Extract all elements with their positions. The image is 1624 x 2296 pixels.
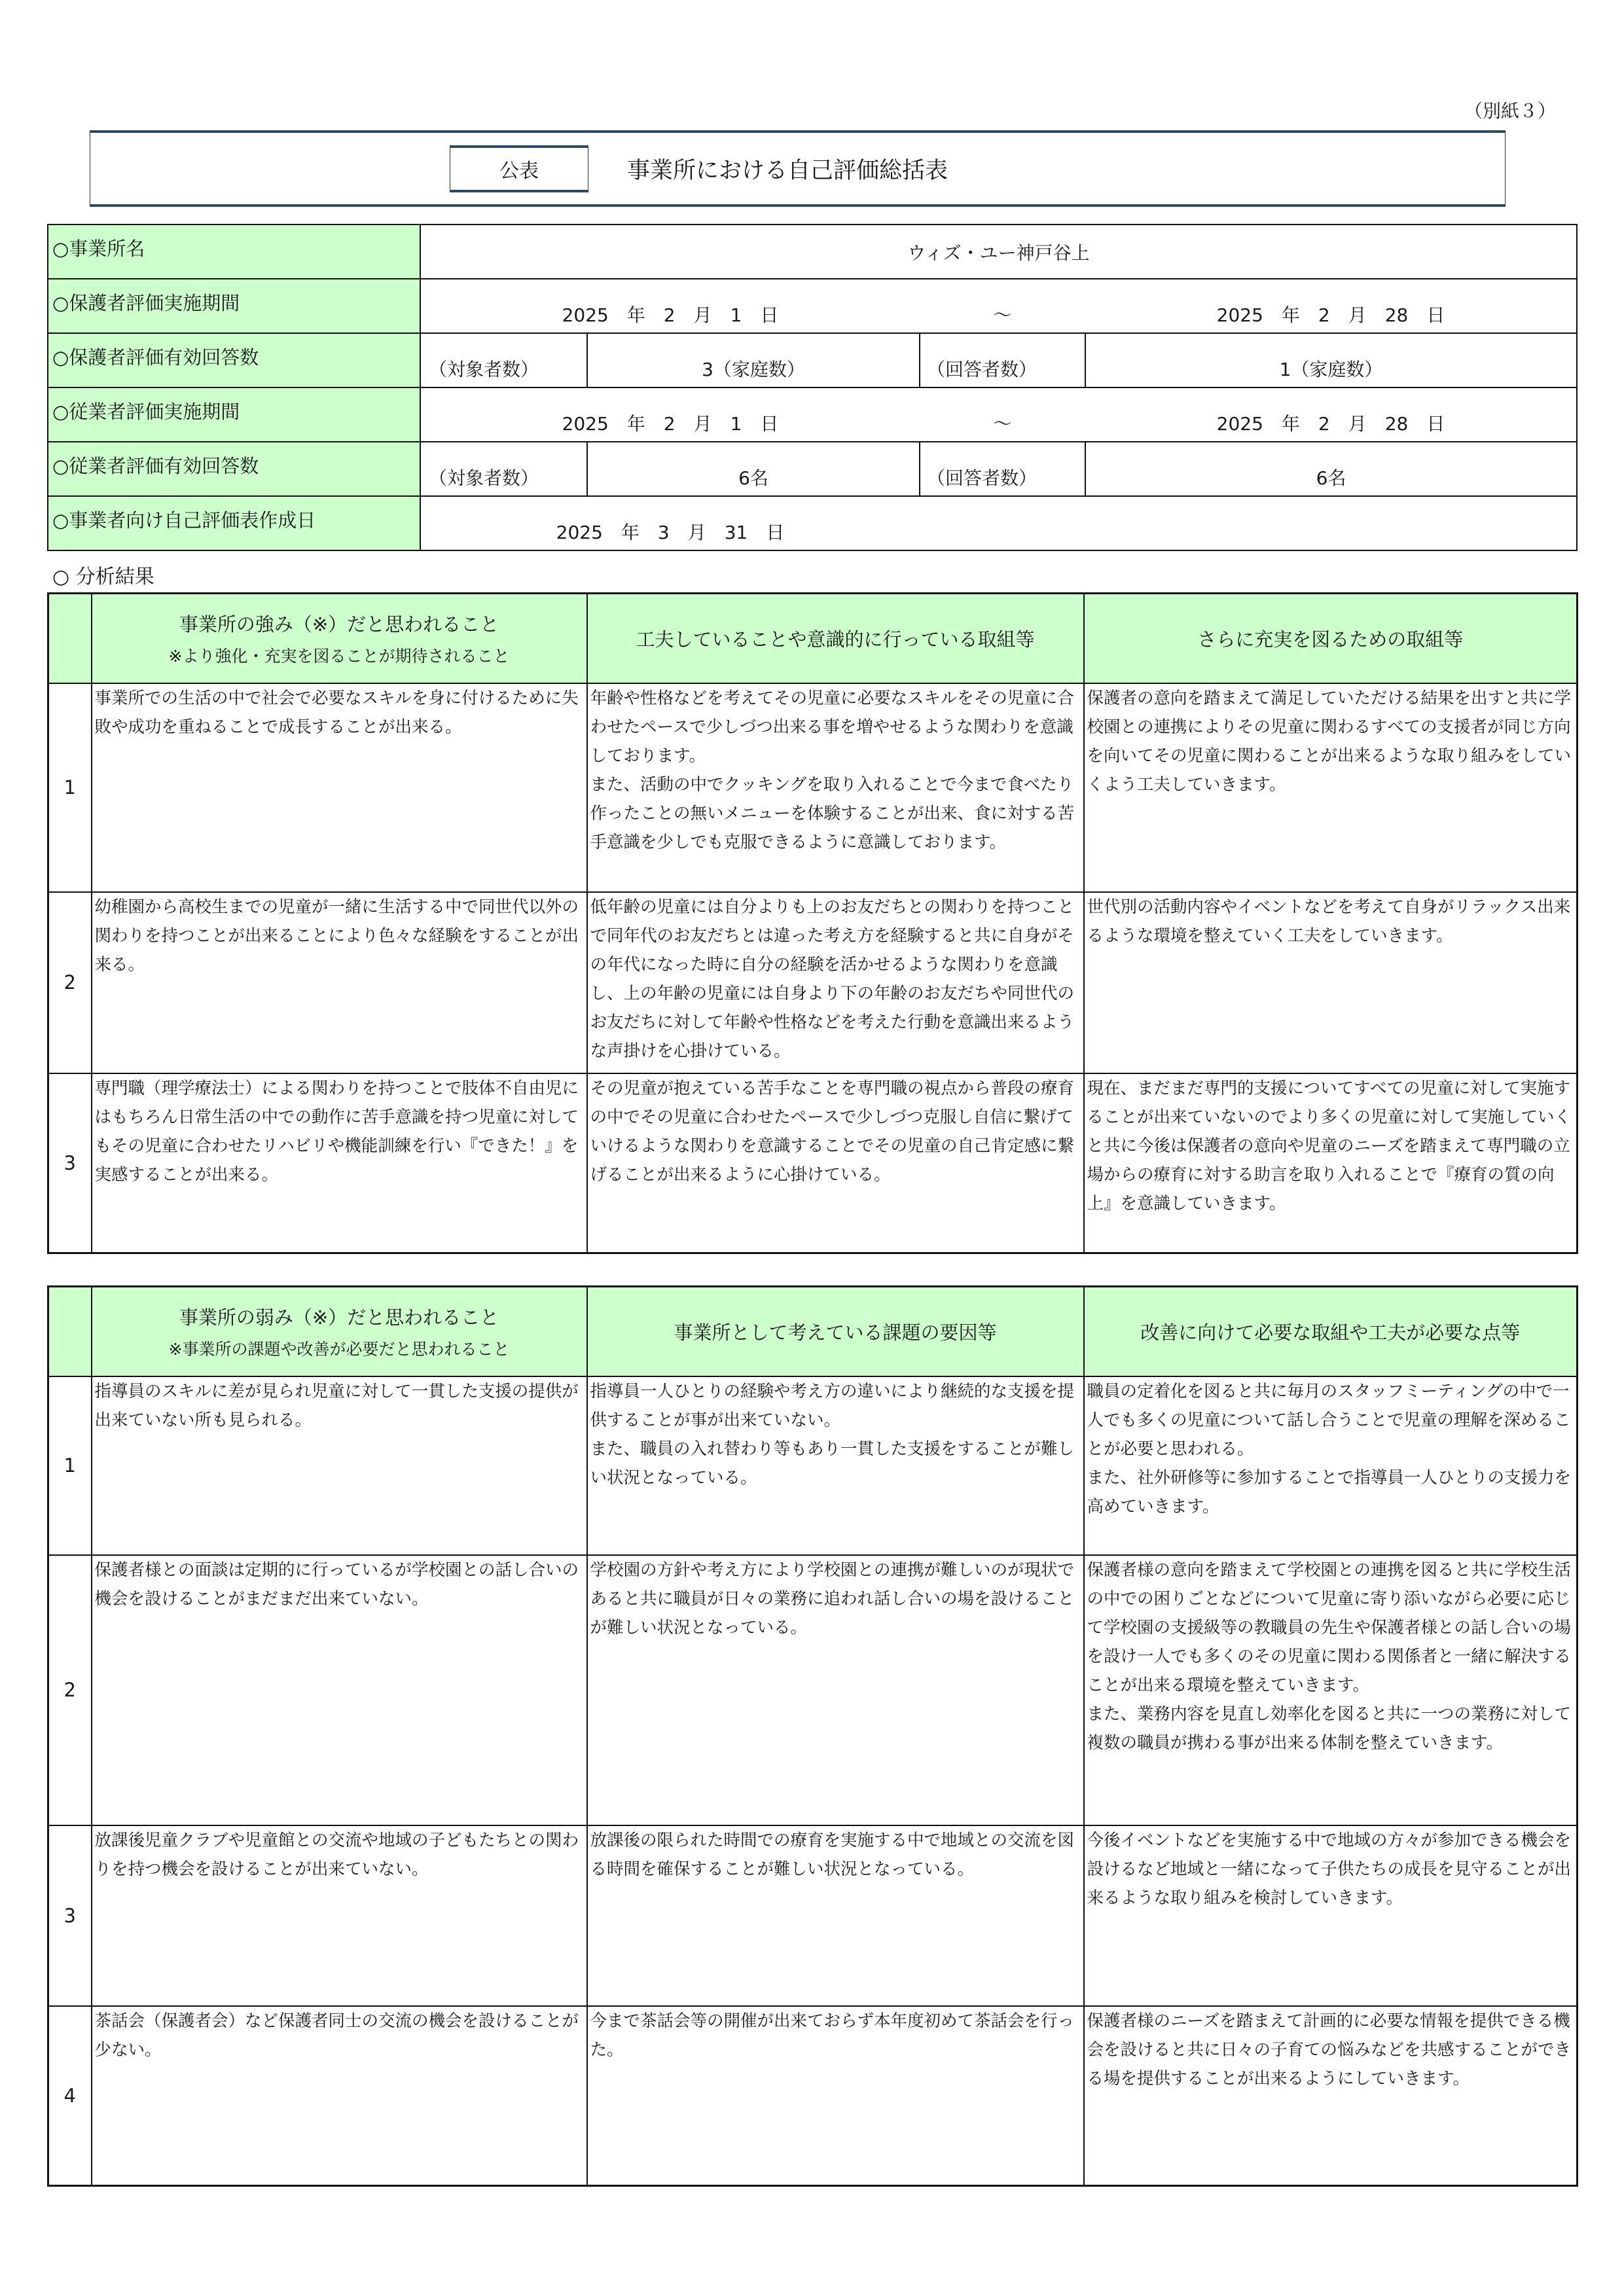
page-title: 事業所における自己評価総括表 [627,157,948,184]
improvements-text: 職員の定着化を図ると共に毎月のスタッフミーティングの中で一人でも多くの児童について話し合うことで児童の理解を深めることが必要と思われる。 また、社外研修等に参加することで指導員一人ひとりの支援力を高めていきます。 [1084,1376,1578,1555]
guardian-target-count: 3（家庭数） [587,333,920,387]
staff-period-label: ○従業者評価実施期間 [48,387,420,442]
guardian-respondent-count: 1（家庭数） [1085,333,1577,387]
staff-period-separator: ～ [920,387,1085,442]
improvements-text: 保護者の意向を踏まえて満足していただける結果を出すと共に学校園との連携によりその児童に関わるすべての支援者が同じ方向を向いてその児童に関わることが出来るような取り組みをしていくよう工夫していきます。 [1084,683,1578,892]
causes-text: 指導員一人ひとりの経験や考え方の違いにより継続的な支援を提供することが事が出来ていない。 また、職員の入れ替わり等もあり一貫した支援をすることが難しい状況となっている。 [587,1376,1084,1555]
created-date-value: 2025 年 3 月 31 日 [420,496,920,550]
guardian-period-end: 2025 年 2 月 28 日 [1085,279,1577,333]
weaknesses-num-header [48,1287,92,1376]
row-number: 1 [48,1376,92,1555]
row-number: 3 [48,1825,92,2006]
strengths-num-header [48,594,92,683]
weakness-text: 茶話会（保護者会）など保護者同士の交流の機会を設けることが少ない。 [92,2006,587,2186]
staff-period-end: 2025 年 2 月 28 日 [1085,387,1577,442]
staff-respondent-label: （回答者数） [920,442,1085,496]
analysis-section-title: ○ 分析結果 [52,565,154,588]
weakness-row [48,1376,1578,1555]
staff-period-row [48,387,1577,442]
efforts-text: 年齢や性格などを考えてその児童に必要なスキルをその児童に合わせたペースで少しづつ出来る事を増やせるような関わりを意識しております。 また、活動の中でクッキングを取り入れることで今まで食べたり作ったことの無いメニューを体験することが出来、食に対する苦手意識を少しでも克服できるように意識しております。 [587,683,1084,892]
staff-target-count: 6名 [587,442,920,496]
strength-row [48,683,1578,892]
guardian-target-label: （対象者数） [420,333,587,387]
weaknesses-col1-main: 事業所の弱み（※）だと思われること [179,1306,499,1329]
improvements-text: 保護者様のニーズを踏まえて計画的に必要な情報を提供できる機会を設けると共に日々の子育ての悩みなどを共感することができる場を提供することが出来るようにしていきます。 [1084,2006,1578,2186]
strength-text: 幼稚園から高校生までの児童が一緒に生活する中で同世代以外の関わりを持つことが出来ることにより色々な経験をすることが出来る。 [92,892,587,1073]
improvements-text: 世代別の活動内容やイベントなどを考えて自身がリラックス出来るような環境を整えていく工夫をしていきます。 [1084,892,1578,1073]
improvements-text: 現在、まだまだ専門的支援についてすべての児童に対して実施することが出来ていないのでより多くの児童に対して実施していくと共に今後は保護者の意向や児童のニーズを踏まえて専門職の立場からの療育に対する助言を取り入れることで『療育の質の向上』を意識していきます。 [1084,1073,1578,1253]
weaknesses-table [47,1285,1578,2187]
office-info-table [47,224,1578,551]
office-name-row [48,224,1577,279]
staff-period-start: 2025 年 2 月 1 日 [420,387,920,442]
causes-text: 学校園の方針や考え方により学校園との連携が難しいのが現状であると共に職員が日々の業務に追われ話し合いの場を設けることが難しい状況となっている。 [587,1555,1084,1825]
strength-text: 専門職（理学療法士）による関わりを持つことで肢体不自由児にはもちろん日常生活の中での動作に苦手意識を持つ児童に対してもその児童に合わせたリハビリや機能訓練を行い『できた！』を実感することが出来る。 [92,1073,587,1253]
strengths-col1-main: 事業所の強み（※）だと思われること [179,613,499,636]
strengths-col1-sub: ※より強化・充実を図ることが期待されること [168,646,510,666]
weaknesses-header-row [48,1287,1578,1376]
row-number: 4 [48,2006,92,2186]
row-number: 2 [48,1555,92,1825]
staff-respondent-count: 6名 [1085,442,1577,496]
strengths-col1-header [92,594,587,683]
guardian-responses-row [48,333,1577,387]
efforts-text: 低年齢の児童には自分よりも上のお友だちとの関わりを持つことで同年代のお友だちとは違った考え方を経験すると共に自身がその年代になった時に自分の経験を活かせるような関わりを意識し、上の年齢の児童には自身より下の年齢のお友だちや同世代のお友だちに対して年齢や性格などを考えた行動を意識出来るような声掛けを心掛けている。 [587,892,1084,1073]
row-number: 1 [48,683,92,892]
strength-row [48,1073,1578,1253]
office-name-value: ウィズ・ユー神戸谷上 [420,224,1577,279]
weakness-text: 保護者様との面談は定期的に行っているが学校園との話し合いの機会を設けることがまだまだ出来ていない。 [92,1555,587,1825]
weakness-row [48,2006,1578,2186]
weakness-text: 指導員のスキルに差が見られ児童に対して一貫した支援の提供が出来ていない所も見られる。 [92,1376,587,1555]
weaknesses-col3-header: 改善に向けて必要な取組や工夫が必要な点等 [1084,1287,1578,1376]
improvements-text: 今後イベントなどを実施する中で地域の方々が参加できる機会を設けるなど地域と一緒になって子供たちの成長を見守ることが出来るような取り組みを検討していきます。 [1084,1825,1578,2006]
strength-text: 事業所での生活の中で社会で必要なスキルを身に付けるために失敗や成功を重ねることで成長することが出来る。 [92,683,587,892]
public-badge: 公表 [450,145,588,192]
created-date-row [48,496,1577,550]
guardian-responses-label: ○保護者評価有効回答数 [48,333,420,387]
weakness-row [48,1555,1578,1825]
strength-row [48,892,1578,1073]
weaknesses-col1-sub: ※事業所の課題や改善が必要だと思われること [168,1339,510,1359]
strengths-table [47,592,1578,1254]
efforts-text: その児童が抱えている苦手なことを専門職の視点から普段の療育の中でその児童に合わせたペースで少しづつ克服し自信に繋げていけるような関わりを意識することでその児童の自己肯定感に繋げることが出来るように心掛けている。 [587,1073,1084,1253]
created-date-label: ○事業者向け自己評価表作成日 [48,496,420,550]
staff-responses-label: ○従業者評価有効回答数 [48,442,420,496]
guardian-period-label: ○保護者評価実施期間 [48,279,420,333]
staff-responses-row [48,442,1577,496]
guardian-period-row [48,279,1577,333]
office-name-label: ○事業所名 [48,224,420,279]
row-number: 2 [48,892,92,1073]
guardian-respondent-label: （回答者数） [920,333,1085,387]
attachment-label: （別紙３） [1464,100,1556,122]
strengths-col3-header: さらに充実を図るための取組等 [1084,594,1578,683]
weakness-row [48,1825,1578,2006]
causes-text: 放課後の限られた時間での療育を実施する中で地域との交流を図る時間を確保することが難しい状況となっている。 [587,1825,1084,2006]
weakness-text: 放課後児童クラブや児童館との交流や地域の子どもたちとの関わりを持つ機会を設けることが出来ていない。 [92,1825,587,2006]
guardian-period-start: 2025 年 2 月 1 日 [420,279,920,333]
staff-target-label: （対象者数） [420,442,587,496]
strengths-header-row [48,594,1578,683]
causes-text: 今まで茶話会等の開催が出来ておらず本年度初めて茶話会を行った。 [587,2006,1084,2186]
created-date-blank [920,496,1577,550]
guardian-period-separator: ～ [920,279,1085,333]
row-number: 3 [48,1073,92,1253]
weaknesses-col1-header [92,1287,587,1376]
strengths-col2-header: 工夫していることや意識的に行っている取組等 [587,594,1084,683]
improvements-text: 保護者様の意向を踏まえて学校園との連携を図ると共に学校生活の中での困りごとなどについて児童に寄り添いながら必要に応じて学校園の支援級等の教職員の先生や保護者様との話し合いの場を設け一人でも多くのその児童に関わる関係者と一緒に解決することが出来る環境を整えていきます。 また、業務内容を見直し効率化を図ると共に一つの業務に対して複数の職員が携わる事が出来る体制を整えていきます。 [1084,1555,1578,1825]
title-frame [90,130,1506,207]
weaknesses-col2-header: 事業所として考えている課題の要因等 [587,1287,1084,1376]
